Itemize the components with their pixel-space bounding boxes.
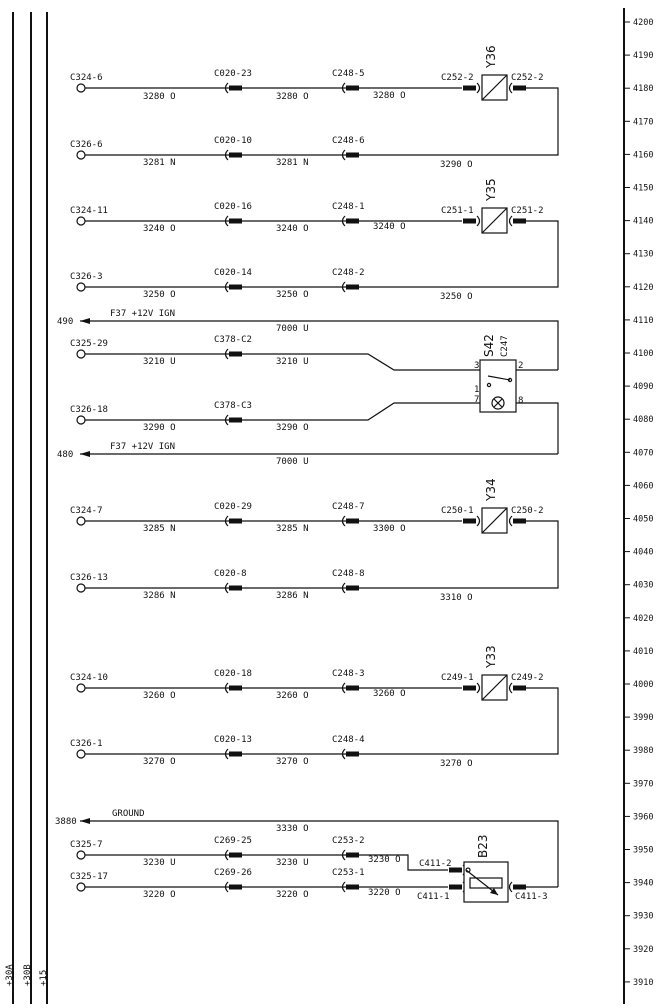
scale-label: 4180: [633, 84, 654, 95]
connector-label: C250-2: [511, 506, 544, 516]
wire-label: 3270 O: [143, 757, 176, 767]
connector-label: C248-2: [332, 268, 365, 278]
connector-label: C020-10: [214, 136, 252, 146]
wire-label: 3290 O: [440, 160, 473, 170]
source-label: C325-7: [70, 840, 103, 850]
connector-label: C269-26: [214, 868, 252, 878]
scale-label: 3940: [633, 878, 654, 889]
connector-label: C252-2: [441, 73, 474, 83]
scale-label: 3960: [633, 812, 654, 823]
wire-label: 3260 O: [143, 691, 176, 701]
scale-label: 4140: [633, 216, 654, 227]
source-label: C326-18: [70, 405, 108, 415]
scale-label: 4040: [633, 547, 654, 558]
scale-label: 4070: [633, 448, 654, 459]
wire-label: 3220 O: [143, 890, 176, 900]
rail-label-30b: +30B: [23, 964, 33, 986]
terminal-7: 7: [474, 395, 480, 405]
wire-label: 3250 O: [276, 290, 309, 300]
feed-label: GROUND: [112, 809, 145, 819]
wire-label: 3240 O: [373, 222, 406, 232]
connector-label: C248-3: [332, 669, 365, 679]
wire-label: 3281 N: [143, 158, 176, 168]
source-label: C326-6: [70, 140, 103, 150]
scale-label: 4160: [633, 150, 654, 161]
scale-label: 4130: [633, 249, 654, 260]
scale-label: 3980: [633, 746, 654, 757]
wire-label: 3280 O: [143, 92, 176, 102]
feed-label: F37 +12V IGN: [110, 309, 176, 319]
scale-label: 4010: [633, 646, 654, 657]
connector-label: C411-3: [515, 892, 548, 902]
ref-490: 490: [57, 317, 74, 327]
wire-label: 3210 U: [276, 357, 309, 367]
rail-label-30a: +30A: [5, 964, 15, 986]
connector-label: C020-13: [214, 735, 252, 745]
scale-label: 3910: [633, 977, 654, 988]
connector-label: C020-23: [214, 69, 252, 79]
scale-label: 4000: [633, 680, 654, 690]
connector-label: C411-2: [419, 859, 452, 869]
wire-label: 3220 O: [276, 890, 309, 900]
wire-label: 7000 U: [276, 457, 309, 467]
scale-label: 3950: [633, 845, 654, 856]
scale-label: 4030: [633, 580, 654, 591]
source-label: C326-13: [70, 573, 108, 583]
connector-label: C250-1: [441, 506, 474, 516]
wire-label: 3230 O: [368, 855, 401, 865]
connector-label: C020-14: [214, 268, 252, 278]
wire-label: 3270 O: [440, 759, 473, 769]
connector-label: C248-1: [332, 202, 365, 212]
component-label-y34: Y34: [484, 478, 498, 501]
scale-label: 3930: [633, 911, 654, 922]
wire-label: 3210 U: [143, 357, 176, 367]
source-label: C326-3: [70, 272, 103, 282]
connector-label: C251-2: [511, 206, 544, 216]
connector-label: C269-25: [214, 836, 252, 846]
wire-label: 3281 N: [276, 158, 309, 168]
ref-480: 480: [57, 450, 74, 460]
wire-label: 3285 N: [143, 524, 176, 534]
source-label: C324-11: [70, 206, 108, 216]
scale-label: 4080: [633, 415, 654, 426]
scale-label: 4120: [633, 282, 654, 293]
component-label-b23: B23: [476, 834, 490, 858]
scale-label: 3970: [633, 779, 654, 790]
component-label-s42: S42: [482, 334, 496, 357]
wire-label: 3290 O: [276, 423, 309, 433]
wire-label: 3230 U: [276, 858, 309, 868]
component-label-y36: Y36: [484, 45, 498, 68]
rail-label-15: +15: [39, 969, 49, 986]
connector-label: C248-5: [332, 69, 365, 79]
connector-label: C253-1: [332, 868, 365, 878]
source-label: C324-7: [70, 506, 103, 516]
source-label: C325-17: [70, 872, 108, 882]
connector-label: C252-2: [511, 73, 544, 83]
connector-label: C249-2: [511, 673, 544, 683]
wire-label: 3290 O: [143, 423, 176, 433]
component-label-y35: Y35: [484, 178, 498, 201]
connector-label: C248-8: [332, 569, 365, 579]
scale-label: 4020: [633, 613, 654, 624]
terminal: [77, 84, 85, 92]
wire-label: 3330 O: [276, 824, 309, 834]
connector-label: C378-C2: [214, 335, 252, 345]
connector-label: C020-29: [214, 502, 252, 512]
wire-label: 3286 N: [276, 591, 309, 601]
source-label: C324-10: [70, 673, 108, 683]
ref-3880: 3880: [55, 817, 77, 827]
line-number-scale: [624, 18, 653, 988]
terminal-1: 1: [474, 385, 480, 395]
wire-label: 3240 O: [276, 224, 309, 234]
source-label: C324-6: [70, 73, 103, 83]
connector-label: C253-2: [332, 836, 365, 846]
scale-label: 4150: [633, 183, 654, 194]
connector-label: C248-7: [332, 502, 365, 512]
terminal-2: 2: [518, 361, 524, 371]
source-label: C326-1: [70, 739, 103, 749]
wire-label: 7000 U: [276, 324, 309, 334]
wire-label: 3300 O: [373, 524, 406, 534]
scale-label: 4090: [633, 382, 654, 393]
wire-label: 3240 O: [143, 224, 176, 234]
wire-label: 3280 O: [373, 91, 406, 101]
connector-label: C248-4: [332, 735, 365, 745]
terminal-8: 8: [518, 396, 524, 406]
connector-label: C020-8: [214, 569, 247, 579]
scale-label: 4200: [633, 18, 654, 28]
scale-label: 4050: [633, 514, 654, 525]
wire-label: 3270 O: [276, 757, 309, 767]
wire-label: 3280 O: [276, 92, 309, 102]
feed-label: F37 +12V IGN: [110, 442, 176, 452]
wire-label: 3310 O: [440, 593, 473, 603]
source-label: C325-29: [70, 339, 108, 349]
connector-label: C378-C3: [214, 401, 252, 411]
wire-label: 3220 O: [368, 888, 401, 898]
connector-label: C248-6: [332, 136, 365, 146]
connector-label: C411-1: [417, 892, 450, 902]
scale-label: 3990: [633, 713, 654, 724]
wire-label: 3286 N: [143, 591, 176, 601]
connector-label: C020-18: [214, 669, 252, 679]
wire-label: 3285 N: [276, 524, 309, 534]
wire-label: 3230 U: [143, 858, 176, 868]
scale-label: 4170: [633, 117, 654, 128]
wire-label: 3260 O: [373, 689, 406, 699]
scale-label: 4190: [633, 51, 654, 62]
wire-label: 3260 O: [276, 691, 309, 701]
scale-label: 4060: [633, 481, 654, 492]
component-label-c247: C247: [500, 335, 510, 357]
connector-label: C020-16: [214, 202, 252, 212]
wire-label: 3250 O: [440, 292, 473, 302]
scale-label: 3920: [633, 944, 654, 955]
connector-label: C251-1: [441, 206, 474, 216]
component-label-y33: Y33: [484, 645, 498, 668]
scale-label: 4110: [633, 315, 654, 326]
terminal-3: 3: [474, 361, 480, 371]
scale-label: 4100: [633, 349, 654, 359]
wire-label: 3250 O: [143, 290, 176, 300]
connector-label: C249-1: [441, 673, 474, 683]
